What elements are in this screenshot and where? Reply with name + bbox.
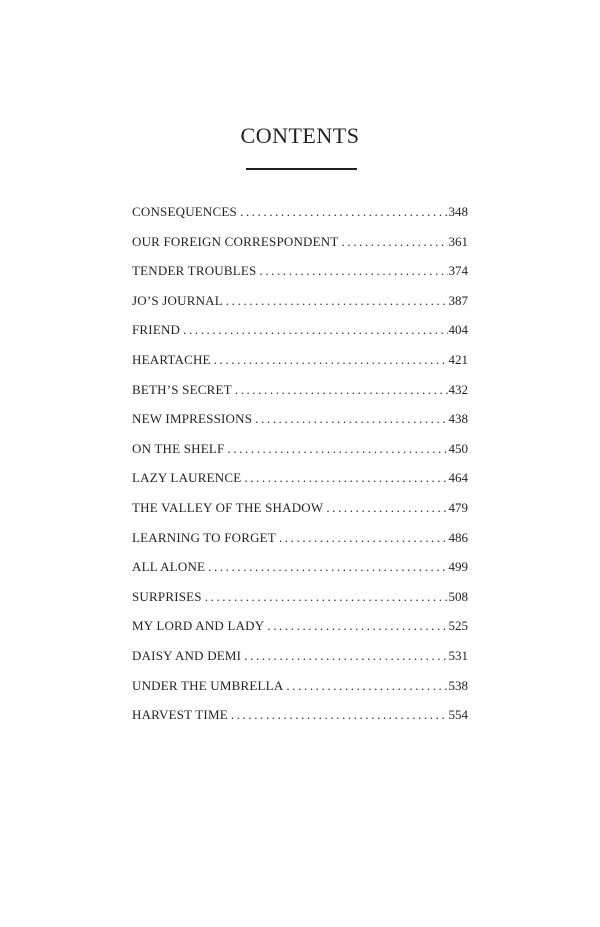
title-underline: [246, 168, 357, 170]
toc-entry-title: NEW IMPRESSIONS: [132, 411, 253, 427]
table-of-contents: [132, 202, 468, 735]
toc-entry-page: 479: [448, 499, 468, 515]
toc-entry-title: OUR FOREIGN CORRESPONDENT: [132, 233, 339, 249]
toc-entry-title: DAISY AND DEMI: [132, 647, 242, 663]
toc-leader-dots: [214, 350, 448, 370]
toc-entry[interactable]: [132, 202, 468, 232]
toc-entry-title: LEARNING TO FORGET: [132, 529, 276, 545]
toc-leader-dots: [183, 320, 447, 340]
toc-leader-dots: [208, 557, 447, 577]
toc-entry-title: UNDER THE UMBRELLA: [132, 677, 284, 693]
toc-entry[interactable]: [132, 320, 468, 350]
toc-entry-page: 531: [448, 647, 468, 663]
toc-entry[interactable]: [132, 468, 468, 498]
toc-entry[interactable]: [132, 380, 468, 410]
toc-leader-dots: [255, 409, 447, 429]
toc-entry-page: 508: [448, 588, 468, 604]
toc-leader-dots: [267, 616, 447, 636]
toc-entry-page: 432: [448, 381, 468, 397]
toc-entry[interactable]: [132, 350, 468, 380]
toc-leader-dots: [244, 646, 447, 666]
toc-entry-page: 374: [448, 263, 468, 279]
toc-entry[interactable]: [132, 676, 468, 706]
toc-entry-page: 525: [448, 618, 468, 634]
toc-entry-title: THE VALLEY OF THE SHADOW: [132, 499, 324, 515]
toc-leader-dots: [342, 232, 448, 252]
toc-entry-page: 464: [448, 470, 468, 486]
toc-entry-page: 404: [448, 322, 468, 338]
toc-entry[interactable]: [132, 261, 468, 291]
toc-entry-page: 361: [448, 233, 468, 249]
toc-leader-dots: [235, 380, 448, 400]
toc-entry[interactable]: [132, 439, 468, 469]
toc-entry[interactable]: [132, 528, 468, 558]
toc-entry[interactable]: [132, 646, 468, 676]
toc-entry-page: 421: [448, 351, 468, 367]
toc-entry[interactable]: [132, 232, 468, 262]
toc-entry-title: CONSEQUENCES: [132, 204, 237, 219]
toc-entry[interactable]: [132, 409, 468, 439]
toc-leader-dots: [279, 528, 448, 548]
toc-entry-page: 387: [448, 292, 468, 308]
toc-entry-title: FRIEND: [132, 322, 181, 338]
toc-leader-dots: [240, 202, 448, 222]
toc-leader-dots: [227, 439, 447, 459]
toc-entry-title: MY LORD AND LADY: [132, 618, 265, 634]
toc-entry[interactable]: [132, 587, 468, 617]
toc-entry-title: ON THE SHELF: [132, 440, 225, 456]
toc-leader-dots: [226, 291, 448, 311]
toc-entry-page: 486: [448, 529, 468, 545]
toc-entry-title: TENDER TROUBLES: [132, 263, 257, 279]
toc-entry-title: BETH’S SECRET: [132, 381, 232, 397]
toc-entry-page: 450: [448, 440, 468, 456]
toc-entry-title: LAZY LAURENCE: [132, 470, 242, 486]
toc-leader-dots: [231, 705, 448, 725]
toc-leader-dots: [326, 498, 447, 518]
toc-entry-title: HEARTACHE: [132, 351, 211, 367]
toc-entry-title: HARVEST TIME: [132, 707, 228, 723]
toc-entry-page: 499: [448, 559, 468, 575]
toc-entry-title: JO’S JOURNAL: [132, 292, 223, 308]
toc-leader-dots: [286, 676, 447, 696]
page-title: CONTENTS: [240, 123, 360, 148]
toc-entry-title: SURPRISES: [132, 588, 202, 604]
toc-entry-title: ALL ALONE: [132, 559, 206, 575]
toc-entry-page: 554: [448, 707, 468, 723]
toc-entry[interactable]: [132, 291, 468, 321]
toc-entry[interactable]: [132, 498, 468, 528]
toc-leader-dots: [244, 468, 447, 488]
toc-entry-page: 438: [448, 411, 468, 427]
toc-entry-page: 348: [448, 204, 468, 219]
toc-entry[interactable]: [132, 705, 468, 735]
toc-entry[interactable]: [132, 616, 468, 646]
toc-leader-dots: [259, 261, 447, 281]
toc-entry[interactable]: [132, 557, 468, 587]
toc-entry-page: 538: [448, 677, 468, 693]
toc-leader-dots: [205, 587, 448, 607]
